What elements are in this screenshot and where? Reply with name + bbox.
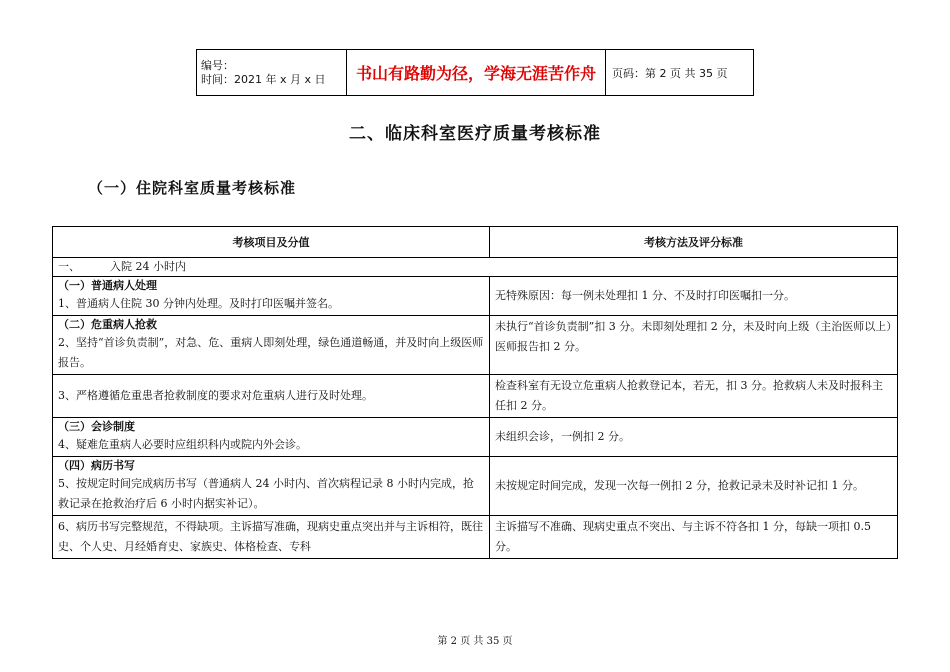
document-title: 二、临床科室医疗质量考核标准 (349, 124, 601, 144)
table-row (53, 277, 898, 316)
group-heading: （三）会诊制度 (58, 420, 135, 433)
method-cell: 未组织会诊，一例扣 2 分。 (490, 418, 898, 457)
item-cell (53, 418, 490, 457)
method-cell: 检查科室有无设立危重病人抢救登记本，若无，扣 3 分。抢救病人未及时报科主任扣 2 分。 (490, 375, 898, 418)
table-row (53, 457, 898, 516)
method-cell: 未按规定时间完成，发现一次每一例扣 2 分，抢救记录未及时补记扣 1 分。 (490, 457, 898, 516)
document-date-label: 时间：2021 年 x 月 x 日 (201, 72, 326, 86)
method-cell: 未执行“首诊负责制”扣 3 分。未即刻处理扣 2 分，未及时向上级（主治医师以上）医师报告扣 2 分。 (490, 316, 898, 375)
section-label: 入院 24 小时内 (110, 260, 186, 273)
table-header-row (53, 227, 898, 258)
item-cell: 6、病历书写完整规范，不得缺项。主诉描写准确，现病史重点突出并与主诉相符，既往史、个人史、月经婚育史、家族史、体格检查、专科 (53, 516, 490, 559)
header-table (196, 49, 754, 96)
item-text: 2、坚持“首诊负责制”，对急、危、重病人即刻处理，绿色通道畅通，并及时向上级医师报告。 (58, 336, 484, 369)
table-row (53, 316, 898, 375)
group-heading: （二）危重病人抢救 (58, 318, 157, 331)
group-heading: （四）病历书写 (58, 459, 135, 472)
method-cell: 主诉描写不准确、现病史重点不突出、与主诉不符各扣 1 分，每缺一项扣 0.5 分。 (490, 516, 898, 559)
group-heading: （一）普通病人处理 (58, 279, 157, 292)
section-title: （一）住院科室质量考核标准 (88, 179, 297, 197)
item-cell (53, 316, 490, 375)
header-info-cell (197, 50, 347, 96)
item-cell (53, 277, 490, 316)
item-text: 1、普通病人住院 30 分钟内处理。及时打印医嘱并签名。 (58, 297, 339, 310)
motto-text: 书山有路勤为径，学海无涯苦作舟 (347, 50, 606, 96)
table-row (53, 418, 898, 457)
section-cell (53, 258, 898, 277)
method-cell: 无特殊原因：每一例未处理扣 1 分、不及时打印医嘱扣一分。 (490, 277, 898, 316)
section-row (53, 258, 898, 277)
table-row (53, 375, 898, 418)
page-indicator: 页码：第 2 页 共 35 页 (606, 50, 754, 96)
table-row (53, 516, 898, 559)
item-text: 5、按规定时间完成病历书写（普通病人 24 小时内、首次病程记录 8 小时内完成，抢救记录在抢救治疗后 6 小时内据实补记）。 (58, 477, 474, 510)
item-cell (53, 457, 490, 516)
section-number: 一、 (58, 260, 80, 273)
document-number-label: 编号： (201, 58, 234, 72)
page-footer: 第 2 页 共 35 页 (437, 636, 513, 647)
col-header-methods: 考核方法及评分标准 (490, 227, 898, 258)
col-header-items: 考核项目及分值 (53, 227, 490, 258)
item-cell: 3、严格遵循危重患者抢救制度的要求对危重病人进行及时处理。 (53, 375, 490, 418)
assessment-table (52, 226, 898, 559)
item-text: 4、疑难危重病人必要时应组织科内或院内外会诊。 (58, 438, 307, 451)
